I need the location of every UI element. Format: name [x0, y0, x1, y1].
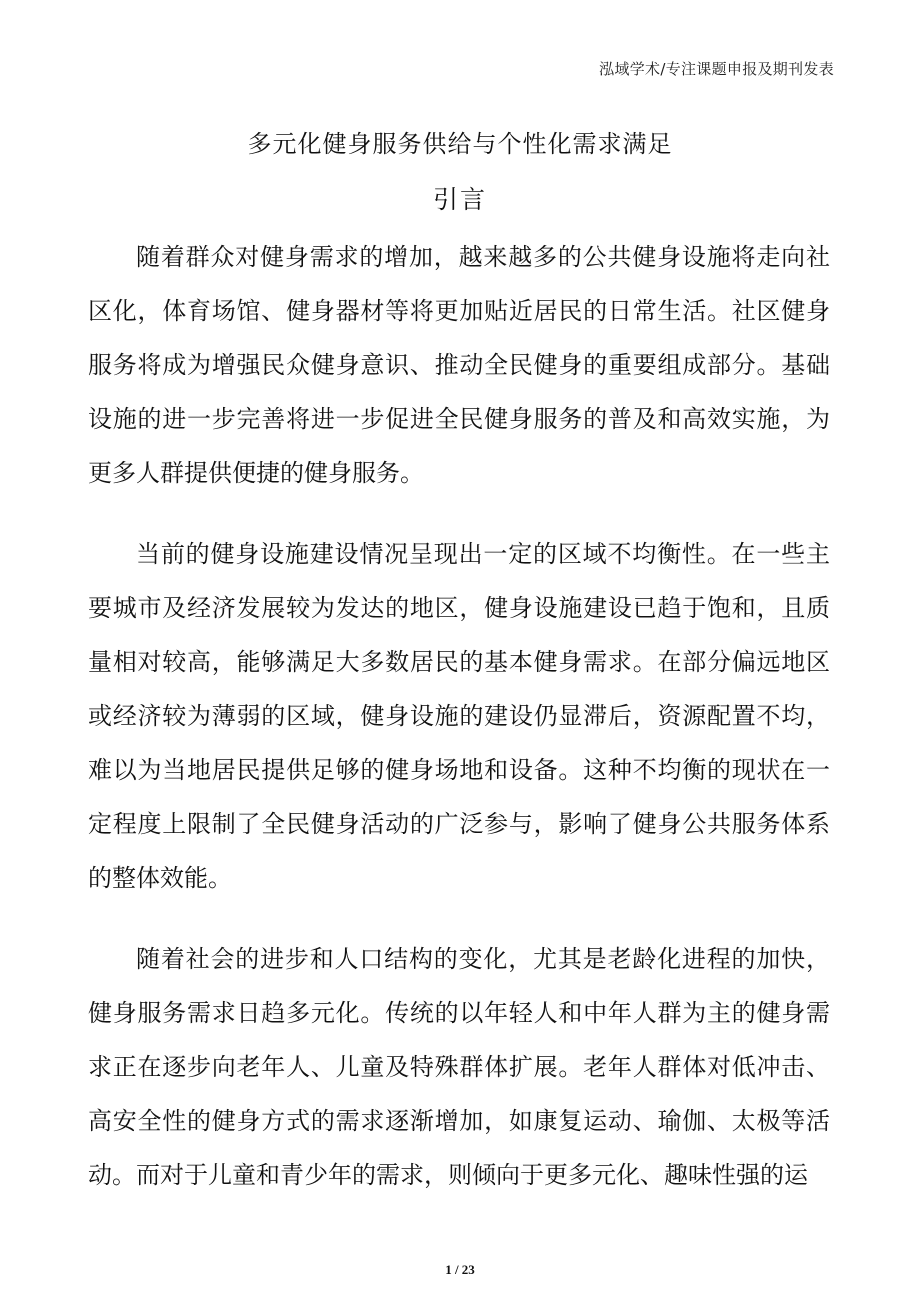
- page-number: 1 / 23: [445, 1262, 475, 1277]
- header-text: 泓域学术/专注课题申报及期刊发表: [599, 60, 834, 78]
- document-title: 多元化健身服务供给与个性化需求满足: [247, 130, 673, 158]
- section-heading: 引言: [432, 185, 487, 214]
- paragraph-1: 随着群众对健身需求的增加，越来越多的公共健身设施将走向社区化，体育场馆、健身器材等将更加贴近居民的日常生活。社区健身服务将成为增强民众健身意识、推动全民健身的重要组成部分。基础设施的进一步完善将进一步促进全民健身服务的普及和高效实施，为更多人群提供便捷的健身服务。: [88, 243, 830, 487]
- paragraph-3: 随着社会的进步和人口结构的变化，尤其是老龄化进程的加快，健身服务需求日趋多元化。传统的以年轻人和中年人群为主的健身需求正在逐步向老年人、儿童及特殊群体扩展。老年人群体对低冲击、高安全性的健身方式的需求逐渐增加，如康复运动、瑜伽、太极等活动。而对于儿童和青少年的需求，则倾向于更多元化、趣味性强的运: [88, 945, 830, 1189]
- document-body: [88, 230, 830, 1229]
- paragraph-2: 当前的健身设施建设情况呈现出一定的区域不均衡性。在一些主要城市及经济发展较为发达的地区，健身设施建设已趋于饱和，且质量相对较高，能够满足大多数居民的基本健身需求。在部分偏远地区或经济较为薄弱的区域，健身设施的建设仍显滞后，资源配置不均，难以为当地居民提供足够的健身场地和设备。这种不均衡的现状在一定程度上限制了全民健身活动的广泛参与，影响了健身公共服务体系的整体效能。: [88, 540, 830, 892]
